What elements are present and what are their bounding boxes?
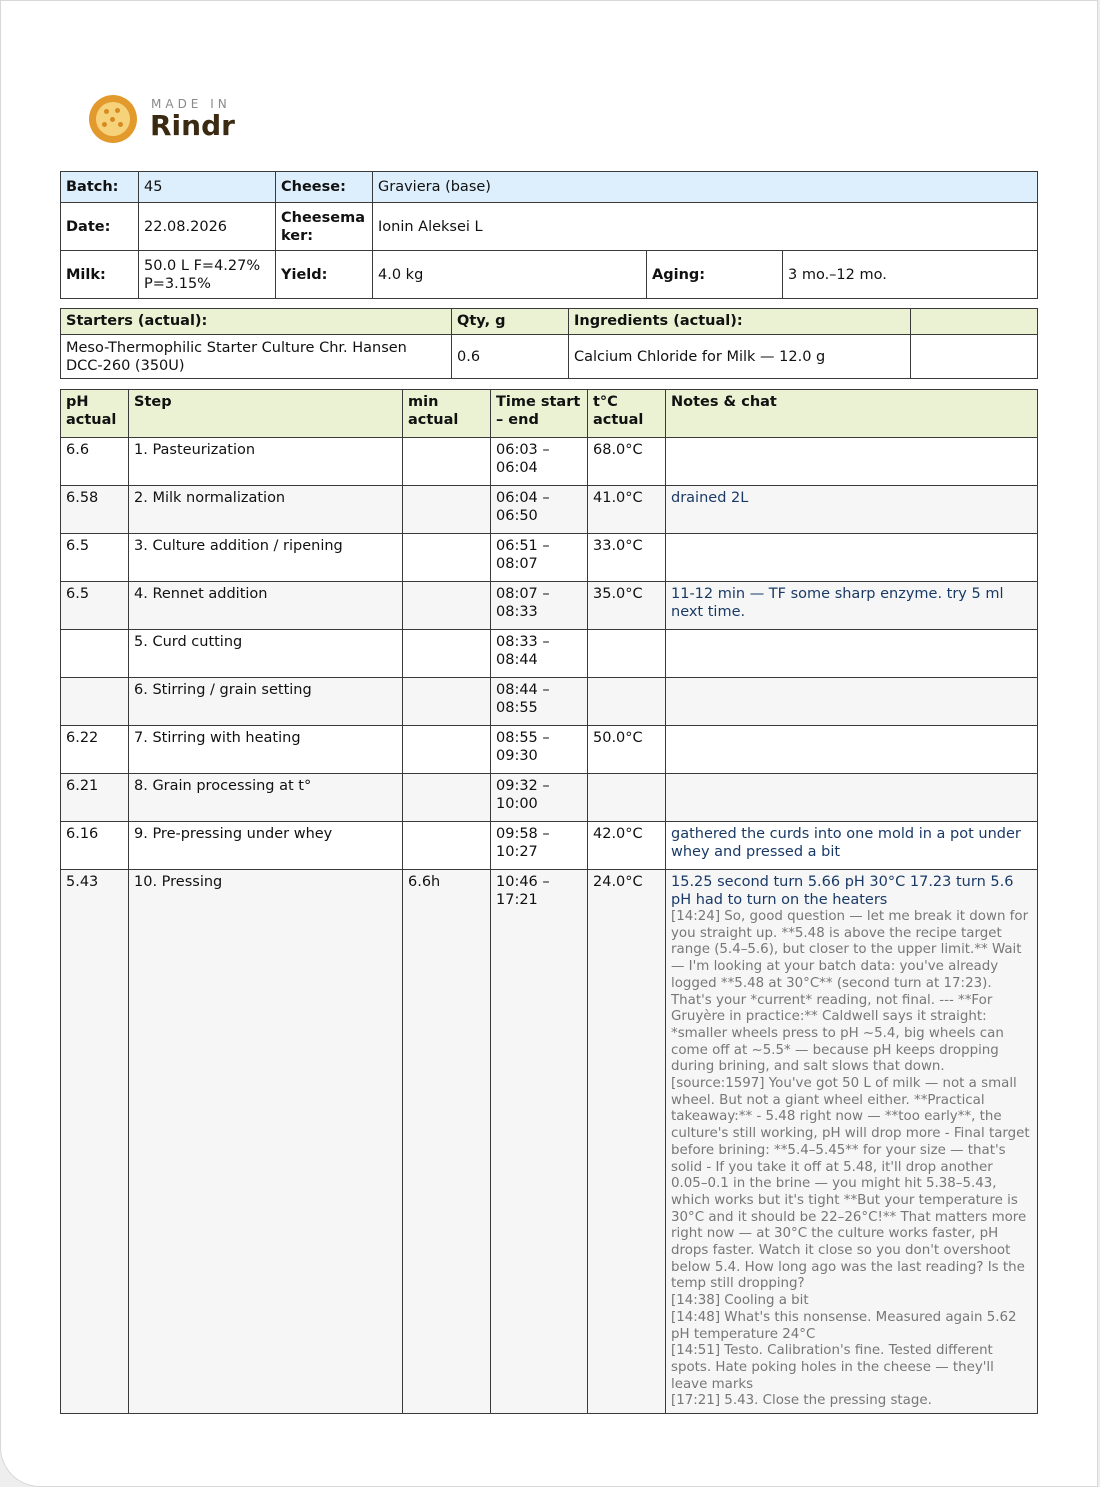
time-cell: 08:07 – 08:33	[491, 582, 588, 630]
starters-table	[60, 308, 1038, 379]
step-cell: 5. Curd cutting	[129, 630, 403, 678]
step-header: Step	[129, 390, 403, 438]
min-cell	[403, 630, 491, 678]
min-cell: 6.6h	[403, 870, 491, 1414]
time-cell: 08:33 – 08:44	[491, 630, 588, 678]
temp-cell: 24.0°C	[588, 870, 666, 1414]
table-row	[61, 726, 1038, 774]
min-cell	[403, 582, 491, 630]
qty-value: 0.6	[452, 335, 569, 379]
temp-cell: 41.0°C	[588, 486, 666, 534]
note-text: 11-12 min — TF some sharp enzyme. try 5 ml next time.	[671, 586, 1004, 620]
min-cell	[403, 534, 491, 582]
min-header: min actual	[403, 390, 491, 438]
table-row	[61, 582, 1038, 630]
notes-cell	[666, 438, 1038, 486]
starter-value: Meso-Thermophilic Starter Culture Chr. Hansen DCC-260 (350U)	[61, 335, 452, 379]
ph-cell: 6.5	[61, 582, 129, 630]
temp-cell: 33.0°C	[588, 534, 666, 582]
cheesemaker-label: Cheesema ker:	[276, 203, 373, 251]
time-cell: 09:58 – 10:27	[491, 822, 588, 870]
min-cell	[403, 822, 491, 870]
time-cell: 06:03 – 06:04	[491, 438, 588, 486]
min-cell	[403, 486, 491, 534]
batch-value: 45	[139, 172, 276, 203]
milk-value: 50.0 L F=4.27% P=3.15%	[139, 251, 276, 299]
steps-table	[60, 389, 1038, 1414]
min-cell	[403, 774, 491, 822]
table-row	[61, 870, 1038, 1414]
temp-header: t°C actual	[588, 390, 666, 438]
chat-message: [17:21] 5.43. Close the pressing stage.	[671, 1393, 932, 1409]
note-text: drained 2L	[671, 490, 749, 506]
empty-cell	[911, 335, 1038, 379]
yield-label: Yield:	[276, 251, 373, 299]
chat-message: [14:48] What's this nonsense. Measured again 5.62 pH temperature 24°C	[671, 1309, 1017, 1342]
cheese-logo-icon	[89, 95, 137, 143]
time-cell: 08:55 – 09:30	[491, 726, 588, 774]
batch-info-table	[60, 171, 1038, 299]
brand-name: Rindr	[150, 109, 235, 142]
ph-cell: 6.58	[61, 486, 129, 534]
ph-cell: 6.16	[61, 822, 129, 870]
cheese-value: Graviera (base)	[373, 172, 1038, 203]
step-cell: 2. Milk normalization	[129, 486, 403, 534]
ph-cell: 6.21	[61, 774, 129, 822]
starters-header: Starters (actual):	[61, 309, 452, 335]
table-row	[61, 438, 1038, 486]
temp-cell	[588, 774, 666, 822]
step-cell: 1. Pasteurization	[129, 438, 403, 486]
table-row	[61, 822, 1038, 870]
qty-header: Qty, g	[452, 309, 569, 335]
cheesemaker-value: Ionin Aleksei L	[373, 203, 1038, 251]
step-cell: 3. Culture addition / ripening	[129, 534, 403, 582]
step-cell: 8. Grain processing at t°	[129, 774, 403, 822]
batch-label: Batch:	[61, 172, 139, 203]
milk-label: Milk:	[61, 251, 139, 299]
temp-cell: 35.0°C	[588, 582, 666, 630]
ph-header: pH actual	[61, 390, 129, 438]
ph-cell: 6.5	[61, 534, 129, 582]
notes-cell	[666, 582, 1038, 630]
table-row	[61, 774, 1038, 822]
notes-cell	[666, 486, 1038, 534]
temp-cell: 42.0°C	[588, 822, 666, 870]
temp-cell: 68.0°C	[588, 438, 666, 486]
brand-tagline: MADE IN	[151, 97, 231, 111]
notes-cell	[666, 630, 1038, 678]
notes-cell	[666, 870, 1038, 1414]
aging-value: 3 mo.–12 mo.	[783, 251, 1038, 299]
min-cell	[403, 438, 491, 486]
notes-cell	[666, 774, 1038, 822]
note-text: gathered the curds into one mold in a pot under whey and pressed a bit	[671, 826, 1021, 860]
min-cell	[403, 726, 491, 774]
temp-cell	[588, 630, 666, 678]
ingredients-header: Ingredients (actual):	[569, 309, 911, 335]
time-header: Time start – end	[491, 390, 588, 438]
cheese-label: Cheese:	[276, 172, 373, 203]
time-cell: 10:46 – 17:21	[491, 870, 588, 1414]
min-cell	[403, 678, 491, 726]
notes-cell	[666, 534, 1038, 582]
ph-cell: 5.43	[61, 870, 129, 1414]
step-cell: 10. Pressing	[129, 870, 403, 1414]
notes-cell	[666, 822, 1038, 870]
chat-message: [14:24] So, good question — let me break it down for you straight up. **5.48 is above the recipe target range (5.4–5.6), but closer to the upper limit.** Wait — I'm looking at your batch data: you've already logged **5.48 at 30°C** (second turn at 17:23). That's your *current* reading, not final. --- **For Gruyère in practice:** Caldwell says it straight: *smaller wheels press to pH ~5.4, big wheels can come off at ~5.5* — because pH keeps dropping during brining, and salt slows that down. [source:1597] You've got 50 L of milk — not a small wheel. But not a giant wheel either. **Practical takeaway:** - 5.48 right now — **too early**, the culture's still working, pH will drop more - Final target before brining: **5.4–5.45** for your size — that's solid - If you take it off at 5.48, it'll drop another 0.05–0.1 in the brine — you might hit 5.38–5.43, which works but it's tight **But your temperature is 30°C and it should be 22–26°C!** That matters more right now — at 30°C the culture works faster, pH drops faster. Watch it close so you don't overshoot below 5.4. How long ago was the last reading? Is the temp still dropping?	[671, 909, 1030, 1292]
ingredient-value: Calcium Chloride for Milk — 12.0 g	[569, 335, 911, 379]
empty-header-cell	[911, 309, 1038, 335]
ph-cell: 6.22	[61, 726, 129, 774]
notes-cell	[666, 726, 1038, 774]
ph-cell: 6.6	[61, 438, 129, 486]
chat-message: [14:38] Cooling a bit	[671, 1293, 809, 1309]
step-cell: 7. Stirring with heating	[129, 726, 403, 774]
time-cell: 06:04 – 06:50	[491, 486, 588, 534]
ph-cell	[61, 630, 129, 678]
step-cell: 4. Rennet addition	[129, 582, 403, 630]
time-cell: 08:44 – 08:55	[491, 678, 588, 726]
temp-cell	[588, 678, 666, 726]
aging-label: Aging:	[647, 251, 783, 299]
date-value: 22.08.2026	[139, 203, 276, 251]
table-row	[61, 630, 1038, 678]
step-cell: 6. Stirring / grain setting	[129, 678, 403, 726]
table-row	[61, 678, 1038, 726]
ph-cell	[61, 678, 129, 726]
table-row	[61, 486, 1038, 534]
time-cell: 09:32 – 10:00	[491, 774, 588, 822]
note-text: 15.25 second turn 5.66 pH 30°C 17.23 turn 5.6 pH had to turn on the heaters	[671, 874, 1014, 908]
temp-cell: 50.0°C	[588, 726, 666, 774]
time-cell: 06:51 – 08:07	[491, 534, 588, 582]
table-row	[61, 534, 1038, 582]
chat-message: [14:51] Testo. Calibration's fine. Tested different spots. Hate poking holes in the cheese — they'll leave marks	[671, 1343, 994, 1392]
notes-cell	[666, 678, 1038, 726]
date-label: Date:	[61, 203, 139, 251]
notes-header: Notes & chat	[666, 390, 1038, 438]
step-cell: 9. Pre-pressing under whey	[129, 822, 403, 870]
yield-value: 4.0 kg	[373, 251, 647, 299]
